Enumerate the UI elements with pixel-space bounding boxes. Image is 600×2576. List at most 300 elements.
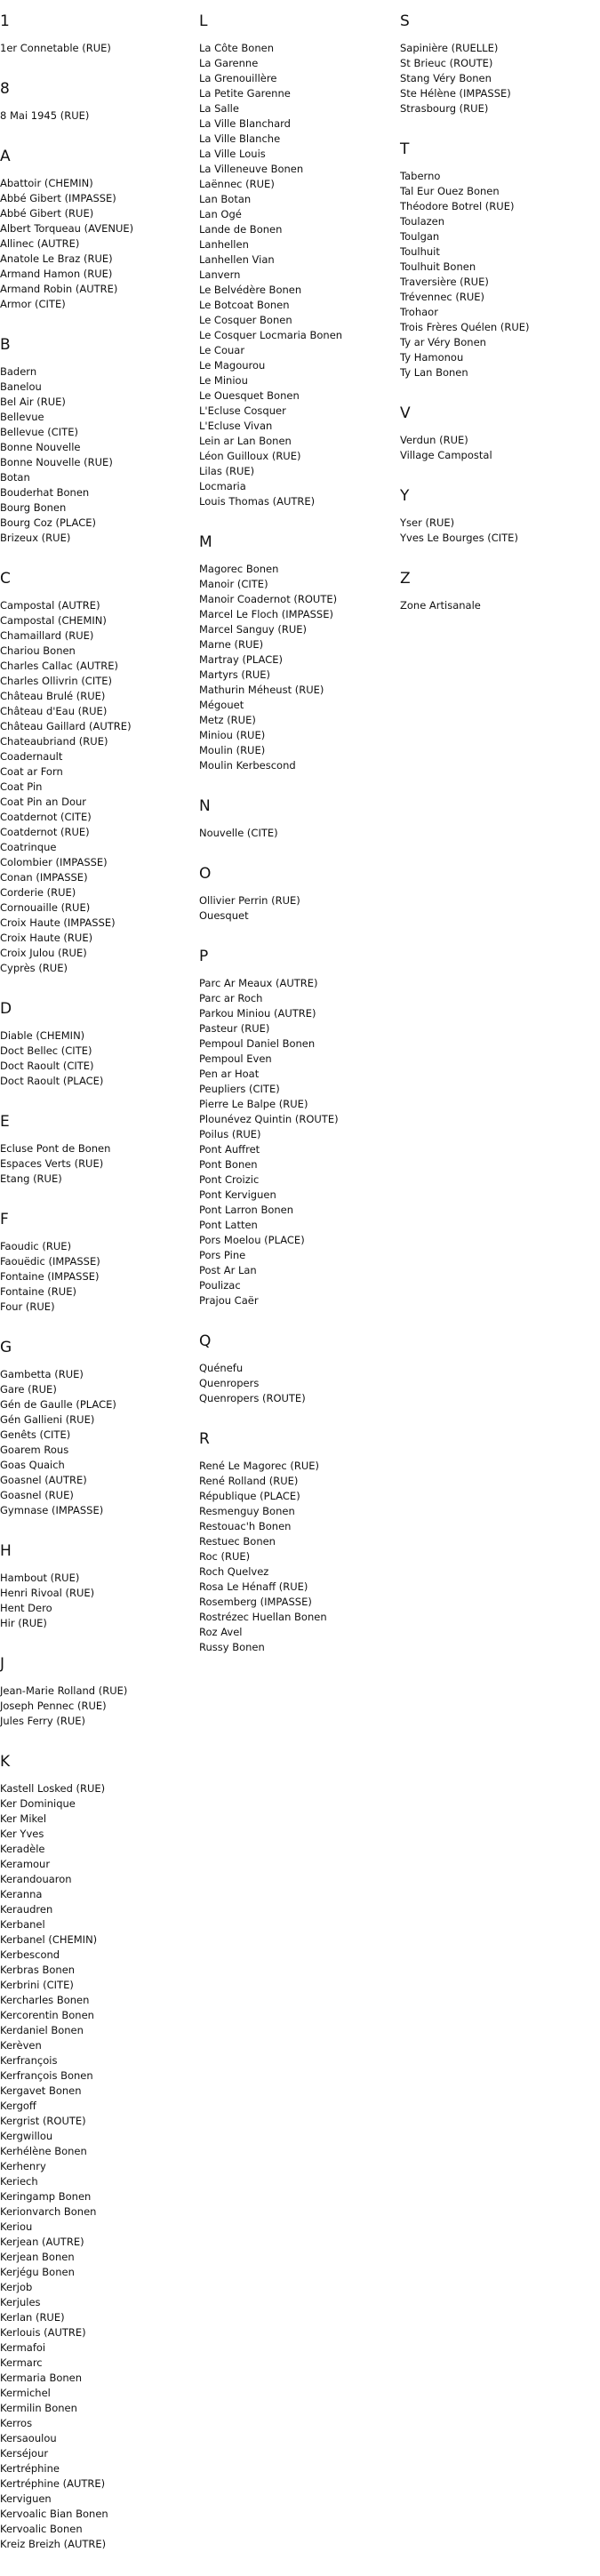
- street-entry: Conan (IMPASSE): [0, 871, 88, 884]
- street-entry: Hir (RUE): [0, 1617, 47, 1629]
- street-entry: Le Ouesquet Bonen: [199, 389, 300, 402]
- letter-group: [400, 570, 600, 613]
- street-entry: Gén Gallieni (RUE): [0, 1413, 95, 1426]
- group-letter-heading: Z: [400, 570, 411, 588]
- street-entry: Miniou (RUE): [199, 729, 266, 741]
- street-entry: René Le Magorec (RUE): [199, 1460, 319, 1472]
- letter-group: [199, 1332, 395, 1406]
- street-entry: Fontaine (IMPASSE): [0, 1270, 100, 1283]
- street-entry: La Garenne: [199, 57, 259, 69]
- street-entry: Sapinière (RUELLE): [400, 42, 499, 54]
- street-entry: Taberno: [400, 170, 441, 182]
- street-entry: Faoudic (RUE): [0, 1240, 72, 1252]
- street-entry: Hambout (RUE): [0, 1572, 80, 1584]
- street-entry: Poulizac: [199, 1279, 241, 1292]
- street-entry: Henri Rivoal (RUE): [0, 1587, 95, 1599]
- street-entry: Marne (RUE): [199, 638, 264, 651]
- street-entry: Lan Ogé: [199, 208, 242, 220]
- street-entry: Roc (RUE): [199, 1550, 251, 1563]
- street-entry: Louis Thomas (AUTRE): [199, 495, 316, 508]
- street-entry: Ker Yves: [0, 1828, 44, 1840]
- street-entry: Kerbanel: [0, 1918, 45, 1931]
- street-entry: Kergrist (ROUTE): [0, 2115, 86, 2127]
- street-entry: 1er Connetable (RUE): [0, 42, 111, 54]
- group-letter-heading: V: [400, 404, 411, 422]
- street-entry: Nouvelle (CITE): [199, 827, 278, 839]
- street-list: [199, 976, 395, 1308]
- street-entry: Keramour: [0, 1858, 51, 1870]
- street-entry: Metz (RUE): [199, 714, 256, 726]
- street-entry: Poilus (RUE): [199, 1128, 261, 1140]
- street-entry: Fontaine (RUE): [0, 1285, 76, 1298]
- street-entry: Mégouet: [199, 699, 244, 711]
- street-entry: Marcel Sanguy (RUE): [199, 623, 308, 636]
- street-list: [0, 176, 196, 312]
- street-entry: Restouac'h Bonen: [199, 1520, 292, 1532]
- street-entry: Faouëdic (IMPASSE): [0, 1255, 100, 1268]
- street-entry: La Ville Blanche: [199, 132, 281, 145]
- street-entry: Toulhuit Bonen: [400, 260, 476, 273]
- street-entry: L'Ecluse Vivan: [199, 420, 273, 432]
- street-entry: Doct Raoult (PLACE): [0, 1075, 104, 1087]
- letter-group: [199, 865, 395, 924]
- street-entry: Lande de Bonen: [199, 223, 283, 236]
- street-entry: Kerlouis (AUTRE): [0, 2326, 86, 2339]
- street-entry: Goasnel (RUE): [0, 1489, 74, 1501]
- street-entry: Pont Bonen: [199, 1158, 258, 1171]
- street-entry: Doct Raoult (CITE): [0, 1060, 94, 1072]
- street-entry: Chariou Bonen: [0, 644, 76, 657]
- street-entry: Bellevue: [0, 411, 44, 423]
- street-entry: Château Brulé (RUE): [0, 690, 106, 702]
- group-letter-heading: B: [0, 336, 11, 354]
- street-entry: Diable (CHEMIN): [0, 1029, 85, 1042]
- letter-group: [400, 404, 600, 463]
- street-entry: Colombier (IMPASSE): [0, 856, 108, 868]
- group-letter-heading: C: [0, 570, 11, 588]
- street-entry: Marcel Le Floch (IMPASSE): [199, 608, 333, 620]
- street-entry: Kervoalic Bonen: [0, 2523, 83, 2535]
- group-letter-heading: S: [400, 12, 410, 30]
- street-entry: Keraudren: [0, 1903, 53, 1916]
- street-entry: Toulazen: [400, 215, 445, 228]
- street-entry: Ty Lan Bonen: [400, 366, 468, 379]
- street-entry: Coatdernot (RUE): [0, 826, 90, 838]
- street-entry: Keriech: [0, 2175, 38, 2188]
- street-entry: Kermafoi: [0, 2341, 46, 2354]
- street-entry: Kerèven: [0, 2039, 42, 2052]
- street-entry: Mathurin Méheust (RUE): [199, 684, 324, 696]
- street-entry: Abbé Gibert (RUE): [0, 207, 94, 220]
- letter-group: [199, 948, 395, 1308]
- street-entry: Pempoul Even: [199, 1052, 272, 1065]
- street-list: [199, 562, 395, 773]
- street-entry: Allinec (AUTRE): [0, 237, 80, 250]
- street-entry: Yser (RUE): [400, 516, 455, 529]
- street-entry: Resmenguy Bonen: [199, 1505, 295, 1517]
- street-entry: Trohaor: [400, 306, 438, 318]
- group-letter-heading: P: [199, 948, 209, 965]
- street-entry: Parc Ar Meaux (AUTRE): [199, 977, 318, 989]
- street-entry: Trois Frères Quélen (RUE): [400, 321, 530, 333]
- street-entry: Badern: [0, 365, 37, 378]
- group-letter-heading: E: [0, 1113, 10, 1131]
- street-entry: Rosemberg (IMPASSE): [199, 1596, 312, 1608]
- street-list: [0, 1239, 196, 1315]
- street-entry: Bellevue (CITE): [0, 426, 78, 438]
- street-entry: Stang Véry Bonen: [400, 72, 492, 84]
- street-entry: Strasbourg (RUE): [400, 102, 489, 115]
- street-entry: Quenropers: [199, 1377, 260, 1389]
- street-entry: Kerros: [0, 2417, 33, 2429]
- street-list: [0, 364, 196, 546]
- street-entry: La Villeneuve Bonen: [199, 163, 304, 175]
- street-entry: Ollivier Perrin (RUE): [199, 894, 300, 907]
- street-entry: Le Botcoat Bonen: [199, 299, 290, 311]
- street-entry: Cornouaille (RUE): [0, 901, 91, 914]
- letter-group: [199, 1430, 395, 1655]
- street-entry: Chamaillard (RUE): [0, 629, 94, 642]
- street-entry: Keranna: [0, 1888, 43, 1900]
- street-list: [0, 1367, 196, 1518]
- street-entry: Lein ar Lan Bonen: [199, 435, 292, 447]
- street-entry: Toulgan: [400, 230, 440, 243]
- street-entry: Kertréphine: [0, 2462, 60, 2475]
- street-entry: Kreiz Breizh (AUTRE): [0, 2538, 107, 2550]
- street-list: [199, 893, 395, 924]
- street-entry: Laënnec (RUE): [199, 178, 275, 190]
- street-entry: Verdun (RUE): [400, 434, 468, 446]
- street-list: [0, 1684, 196, 1729]
- street-entry: Yves Le Bourges (CITE): [400, 532, 518, 544]
- street-entry: République (PLACE): [199, 1490, 300, 1502]
- street-entry: Ker Mikel: [0, 1812, 47, 1825]
- street-entry: Rostrézec Huellan Bonen: [199, 1611, 327, 1623]
- letter-group: [0, 570, 196, 976]
- street-entry: Magorec Bonen: [199, 563, 279, 575]
- street-entry: Château Gaillard (AUTRE): [0, 720, 132, 732]
- group-letter-heading: L: [199, 12, 208, 30]
- street-entry: La Ville Blanchard: [199, 117, 291, 130]
- street-entry: Kerjob: [0, 2281, 33, 2293]
- street-entry: Genêts (CITE): [0, 1428, 71, 1441]
- street-entry: Kermaria Bonen: [0, 2372, 83, 2384]
- street-entry: Gare (RUE): [0, 1383, 57, 1396]
- street-entry: Kervoalic Bian Bonen: [0, 2508, 108, 2520]
- street-entry: Coat Pin: [0, 780, 43, 793]
- letter-group: [400, 12, 600, 116]
- street-entry: Gymnase (IMPASSE): [0, 1504, 104, 1516]
- group-letter-heading: O: [199, 865, 212, 883]
- street-entry: Locmaria: [199, 480, 246, 492]
- street-entry: St Brieuc (ROUTE): [400, 57, 493, 69]
- street-entry: Coat ar Forn: [0, 765, 63, 778]
- street-entry: Albert Torqueau (AVENUE): [0, 222, 134, 235]
- street-list: [0, 1571, 196, 1631]
- street-entry: La Petite Garenne: [199, 87, 291, 100]
- street-entry: Bouderhat Bonen: [0, 486, 90, 499]
- street-entry: Le Cosquer Locmaria Bonen: [199, 329, 343, 341]
- street-entry: Quenropers (ROUTE): [199, 1392, 306, 1404]
- street-entry: Etang (RUE): [0, 1172, 62, 1185]
- street-list: [0, 1028, 196, 1089]
- street-entry: Pont Latten: [199, 1219, 258, 1231]
- street-entry: Lanvern: [199, 268, 241, 281]
- street-entry: Tal Eur Ouez Bonen: [400, 185, 500, 197]
- street-entry: Lan Botan: [199, 193, 252, 205]
- street-entry: Goas Quaich: [0, 1459, 65, 1471]
- street-entry: Roch Quelvez: [199, 1565, 269, 1578]
- street-entry: Banelou: [0, 380, 42, 393]
- street-entry: Charles Callac (AUTRE): [0, 660, 119, 672]
- street-entry: Lanhellen Vian: [199, 253, 275, 266]
- street-entry: Peupliers (CITE): [199, 1083, 280, 1095]
- street-entry: Four (RUE): [0, 1300, 55, 1313]
- street-entry: Keradèle: [0, 1843, 45, 1855]
- letter-group: [0, 1339, 196, 1518]
- street-entry: La Côte Bonen: [199, 42, 274, 54]
- street-entry: Croix Haute (RUE): [0, 932, 93, 944]
- group-letter-heading: M: [199, 533, 212, 551]
- street-entry: Abattoir (CHEMIN): [0, 177, 93, 189]
- letter-group: [199, 12, 395, 509]
- street-entry: Moulin (RUE): [199, 744, 266, 756]
- street-entry: Anatole Le Braz (RUE): [0, 252, 113, 265]
- street-entry: Gén de Gaulle (PLACE): [0, 1398, 116, 1411]
- street-entry: Kerhélène Bonen: [0, 2145, 87, 2157]
- street-entry: Pors Pine: [199, 1249, 246, 1261]
- street-entry: Manoir (CITE): [199, 578, 268, 590]
- group-letter-heading: G: [0, 1339, 12, 1356]
- street-list: [0, 598, 196, 976]
- street-entry: Coatdernot (CITE): [0, 811, 92, 823]
- street-entry: La Grenouillère: [199, 72, 277, 84]
- street-list: [199, 1459, 395, 1655]
- street-entry: Coadernault: [0, 750, 63, 763]
- street-entry: Le Couar: [199, 344, 245, 356]
- street-entry: Kercharles Bonen: [0, 1994, 90, 2006]
- street-entry: Lanhellen: [199, 238, 249, 251]
- street-entry: Bonne Nouvelle: [0, 441, 81, 453]
- street-entry: Goarem Rous: [0, 1444, 69, 1456]
- street-entry: René Rolland (RUE): [199, 1475, 299, 1487]
- group-letter-heading: 1: [0, 12, 10, 30]
- street-entry: Kermilin Bonen: [0, 2402, 77, 2414]
- street-entry: Ecluse Pont de Bonen: [0, 1142, 111, 1155]
- street-entry: Gambetta (RUE): [0, 1368, 84, 1380]
- letter-group: [0, 80, 196, 124]
- street-entry: Kerfrançois: [0, 2054, 58, 2067]
- street-entry: Armand Robin (AUTRE): [0, 283, 118, 295]
- street-entry: Le Belvédère Bonen: [199, 284, 302, 296]
- group-letter-heading: F: [0, 1211, 9, 1228]
- group-letter-heading: H: [0, 1542, 12, 1560]
- street-entry: Charles Ollivrin (CITE): [0, 675, 113, 687]
- street-entry: Kerjégu Bonen: [0, 2266, 75, 2278]
- street-entry: Plounévez Quintin (ROUTE): [199, 1113, 339, 1125]
- street-entry: Botan: [0, 471, 30, 484]
- street-entry: Bourg Coz (PLACE): [0, 516, 96, 529]
- street-entry: Chateaubriand (RUE): [0, 735, 108, 748]
- group-letter-heading: Q: [199, 1332, 212, 1350]
- street-entry: Kertréphine (AUTRE): [0, 2477, 106, 2490]
- street-list: [0, 41, 196, 56]
- letter-group: [0, 148, 196, 312]
- index-column-1: [0, 12, 196, 2576]
- letter-group: [0, 1000, 196, 1089]
- street-entry: Espaces Verts (RUE): [0, 1157, 104, 1170]
- street-entry: Quénefu: [199, 1362, 244, 1374]
- street-list: [0, 1781, 196, 2552]
- street-entry: Coatrinque: [0, 841, 57, 853]
- street-entry: Le Cosquer Bonen: [199, 314, 292, 326]
- letter-group: [0, 1753, 196, 2552]
- street-list: [199, 826, 395, 841]
- index-column-2: [199, 12, 395, 1679]
- street-entry: Campostal (CHEMIN): [0, 614, 107, 627]
- street-entry: Joseph Pennec (RUE): [0, 1700, 107, 1712]
- street-entry: Bonne Nouvelle (RUE): [0, 456, 113, 468]
- street-entry: Kerséjour: [0, 2447, 49, 2460]
- group-letter-heading: D: [0, 1000, 12, 1018]
- street-entry: Kerjean Bonen: [0, 2251, 75, 2263]
- street-entry: Prajou Caër: [199, 1294, 259, 1307]
- street-list: [400, 41, 600, 116]
- street-entry: Pont Larron Bonen: [199, 1204, 294, 1216]
- group-letter-heading: A: [0, 148, 11, 165]
- street-list: [0, 108, 196, 124]
- street-entry: Post Ar Lan: [199, 1264, 257, 1276]
- letter-group: [0, 1655, 196, 1729]
- street-entry: Corderie (RUE): [0, 886, 76, 899]
- street-entry: Kerionvarch Bonen: [0, 2205, 97, 2218]
- letter-group: [0, 1542, 196, 1631]
- street-entry: Bel Air (RUE): [0, 396, 66, 408]
- group-letter-heading: Y: [400, 487, 410, 505]
- street-list: [199, 41, 395, 509]
- letter-group: [199, 533, 395, 773]
- street-entry: Toulhuit: [400, 245, 440, 258]
- street-entry: Théodore Botrel (RUE): [400, 200, 515, 212]
- street-entry: Kerbras Bonen: [0, 1964, 76, 1976]
- street-entry: Armand Hamon (RUE): [0, 268, 113, 280]
- street-entry: Kercorentin Bonen: [0, 2009, 94, 2021]
- street-entry: Kerjean (AUTRE): [0, 2236, 84, 2248]
- street-list: [0, 1141, 196, 1187]
- street-entry: Abbé Gibert (IMPASSE): [0, 192, 116, 204]
- street-entry: Kerviguen: [0, 2492, 52, 2505]
- street-list: [400, 169, 600, 380]
- street-entry: Pasteur (RUE): [199, 1022, 270, 1035]
- group-letter-heading: J: [0, 1655, 5, 1673]
- street-entry: Pempoul Daniel Bonen: [199, 1037, 316, 1050]
- street-entry: Kerfrançois Bonen: [0, 2069, 93, 2082]
- street-entry: Pors Moelou (PLACE): [199, 1234, 305, 1246]
- street-entry: Kermarc: [0, 2356, 43, 2369]
- street-entry: Russy Bonen: [199, 1641, 265, 1653]
- street-entry: Campostal (AUTRE): [0, 599, 100, 612]
- street-entry: Kergavet Bonen: [0, 2084, 82, 2097]
- letter-group: [199, 797, 395, 841]
- street-entry: Croix Haute (IMPASSE): [0, 916, 116, 929]
- street-entry: Goasnel (AUTRE): [0, 1474, 87, 1486]
- street-entry: Martray (PLACE): [199, 653, 283, 666]
- street-entry: Kerhenry: [0, 2160, 46, 2172]
- street-entry: Cyprès (RUE): [0, 962, 68, 974]
- street-entry: Pont Auffret: [199, 1143, 260, 1156]
- street-entry: Ker Dominique: [0, 1797, 76, 1810]
- street-entry: Croix Julou (RUE): [0, 947, 87, 959]
- street-entry: Pen ar Hoat: [199, 1068, 260, 1080]
- letter-group: [0, 1113, 196, 1187]
- street-entry: Ste Hélène (IMPASSE): [400, 87, 511, 100]
- street-entry: Brizeux (RUE): [0, 532, 71, 544]
- street-entry: Lilas (RUE): [199, 465, 255, 477]
- street-entry: Parkou Miniou (AUTRE): [199, 1007, 316, 1020]
- street-entry: Jean-Marie Rolland (RUE): [0, 1684, 128, 1697]
- street-entry: Pont Croizic: [199, 1173, 260, 1186]
- street-entry: Rosa Le Hénaff (RUE): [199, 1580, 308, 1593]
- street-entry: Kergoff: [0, 2100, 36, 2112]
- street-entry: Zone Artisanale: [400, 599, 481, 612]
- street-entry: Manoir Coadernot (ROUTE): [199, 593, 338, 605]
- street-entry: Keringamp Bonen: [0, 2190, 92, 2203]
- street-entry: Armor (CITE): [0, 298, 66, 310]
- street-entry: La Ville Louis: [199, 148, 266, 160]
- street-entry: Ty ar Véry Bonen: [400, 336, 486, 348]
- group-letter-heading: N: [199, 797, 211, 815]
- street-list: [400, 433, 600, 463]
- letter-group: [0, 336, 196, 546]
- street-entry: Moulin Kerbescond: [199, 759, 296, 772]
- street-entry: Léon Guilloux (RUE): [199, 450, 301, 462]
- street-entry: Le Magourou: [199, 359, 266, 372]
- street-entry: Kersaoulou: [0, 2432, 57, 2444]
- street-entry: Kermichel: [0, 2387, 51, 2399]
- index-column-3: [400, 12, 600, 637]
- street-entry: Kerbescond: [0, 1948, 60, 1961]
- street-entry: 8 Mai 1945 (RUE): [0, 109, 90, 122]
- street-entry: L'Ecluse Cosquer: [199, 404, 286, 417]
- street-entry: Ty Hamonou: [400, 351, 464, 364]
- street-entry: Kergwillou: [0, 2130, 53, 2142]
- street-entry: Kerandouaron: [0, 1873, 72, 1885]
- letter-group: [400, 487, 600, 546]
- street-entry: Kerjules: [0, 2296, 41, 2308]
- street-entry: Kerbrini (CITE): [0, 1979, 74, 1991]
- street-entry: Pierre Le Balpe (RUE): [199, 1098, 308, 1110]
- street-entry: Kastell Losked (RUE): [0, 1782, 106, 1795]
- street-entry: Parc ar Roch: [199, 992, 263, 1004]
- street-entry: Hent Dero: [0, 1602, 52, 1614]
- street-entry: Trévennec (RUE): [400, 291, 485, 303]
- street-entry: Traversière (RUE): [400, 276, 489, 288]
- street-list: [199, 1361, 395, 1406]
- group-letter-heading: 8: [0, 80, 10, 98]
- letter-group: [400, 140, 600, 380]
- street-entry: Doct Bellec (CITE): [0, 1044, 92, 1057]
- letter-group: [0, 12, 196, 56]
- group-letter-heading: T: [400, 140, 410, 158]
- street-list: [400, 598, 600, 613]
- street-entry: Coat Pin an Dour: [0, 796, 86, 808]
- street-entry: Kerbanel (CHEMIN): [0, 1933, 98, 1946]
- street-list: [400, 516, 600, 546]
- street-entry: Ouesquet: [199, 909, 249, 922]
- street-entry: Le Miniou: [199, 374, 248, 387]
- street-entry: Village Campostal: [400, 449, 492, 461]
- street-entry: Bourg Bonen: [0, 501, 67, 514]
